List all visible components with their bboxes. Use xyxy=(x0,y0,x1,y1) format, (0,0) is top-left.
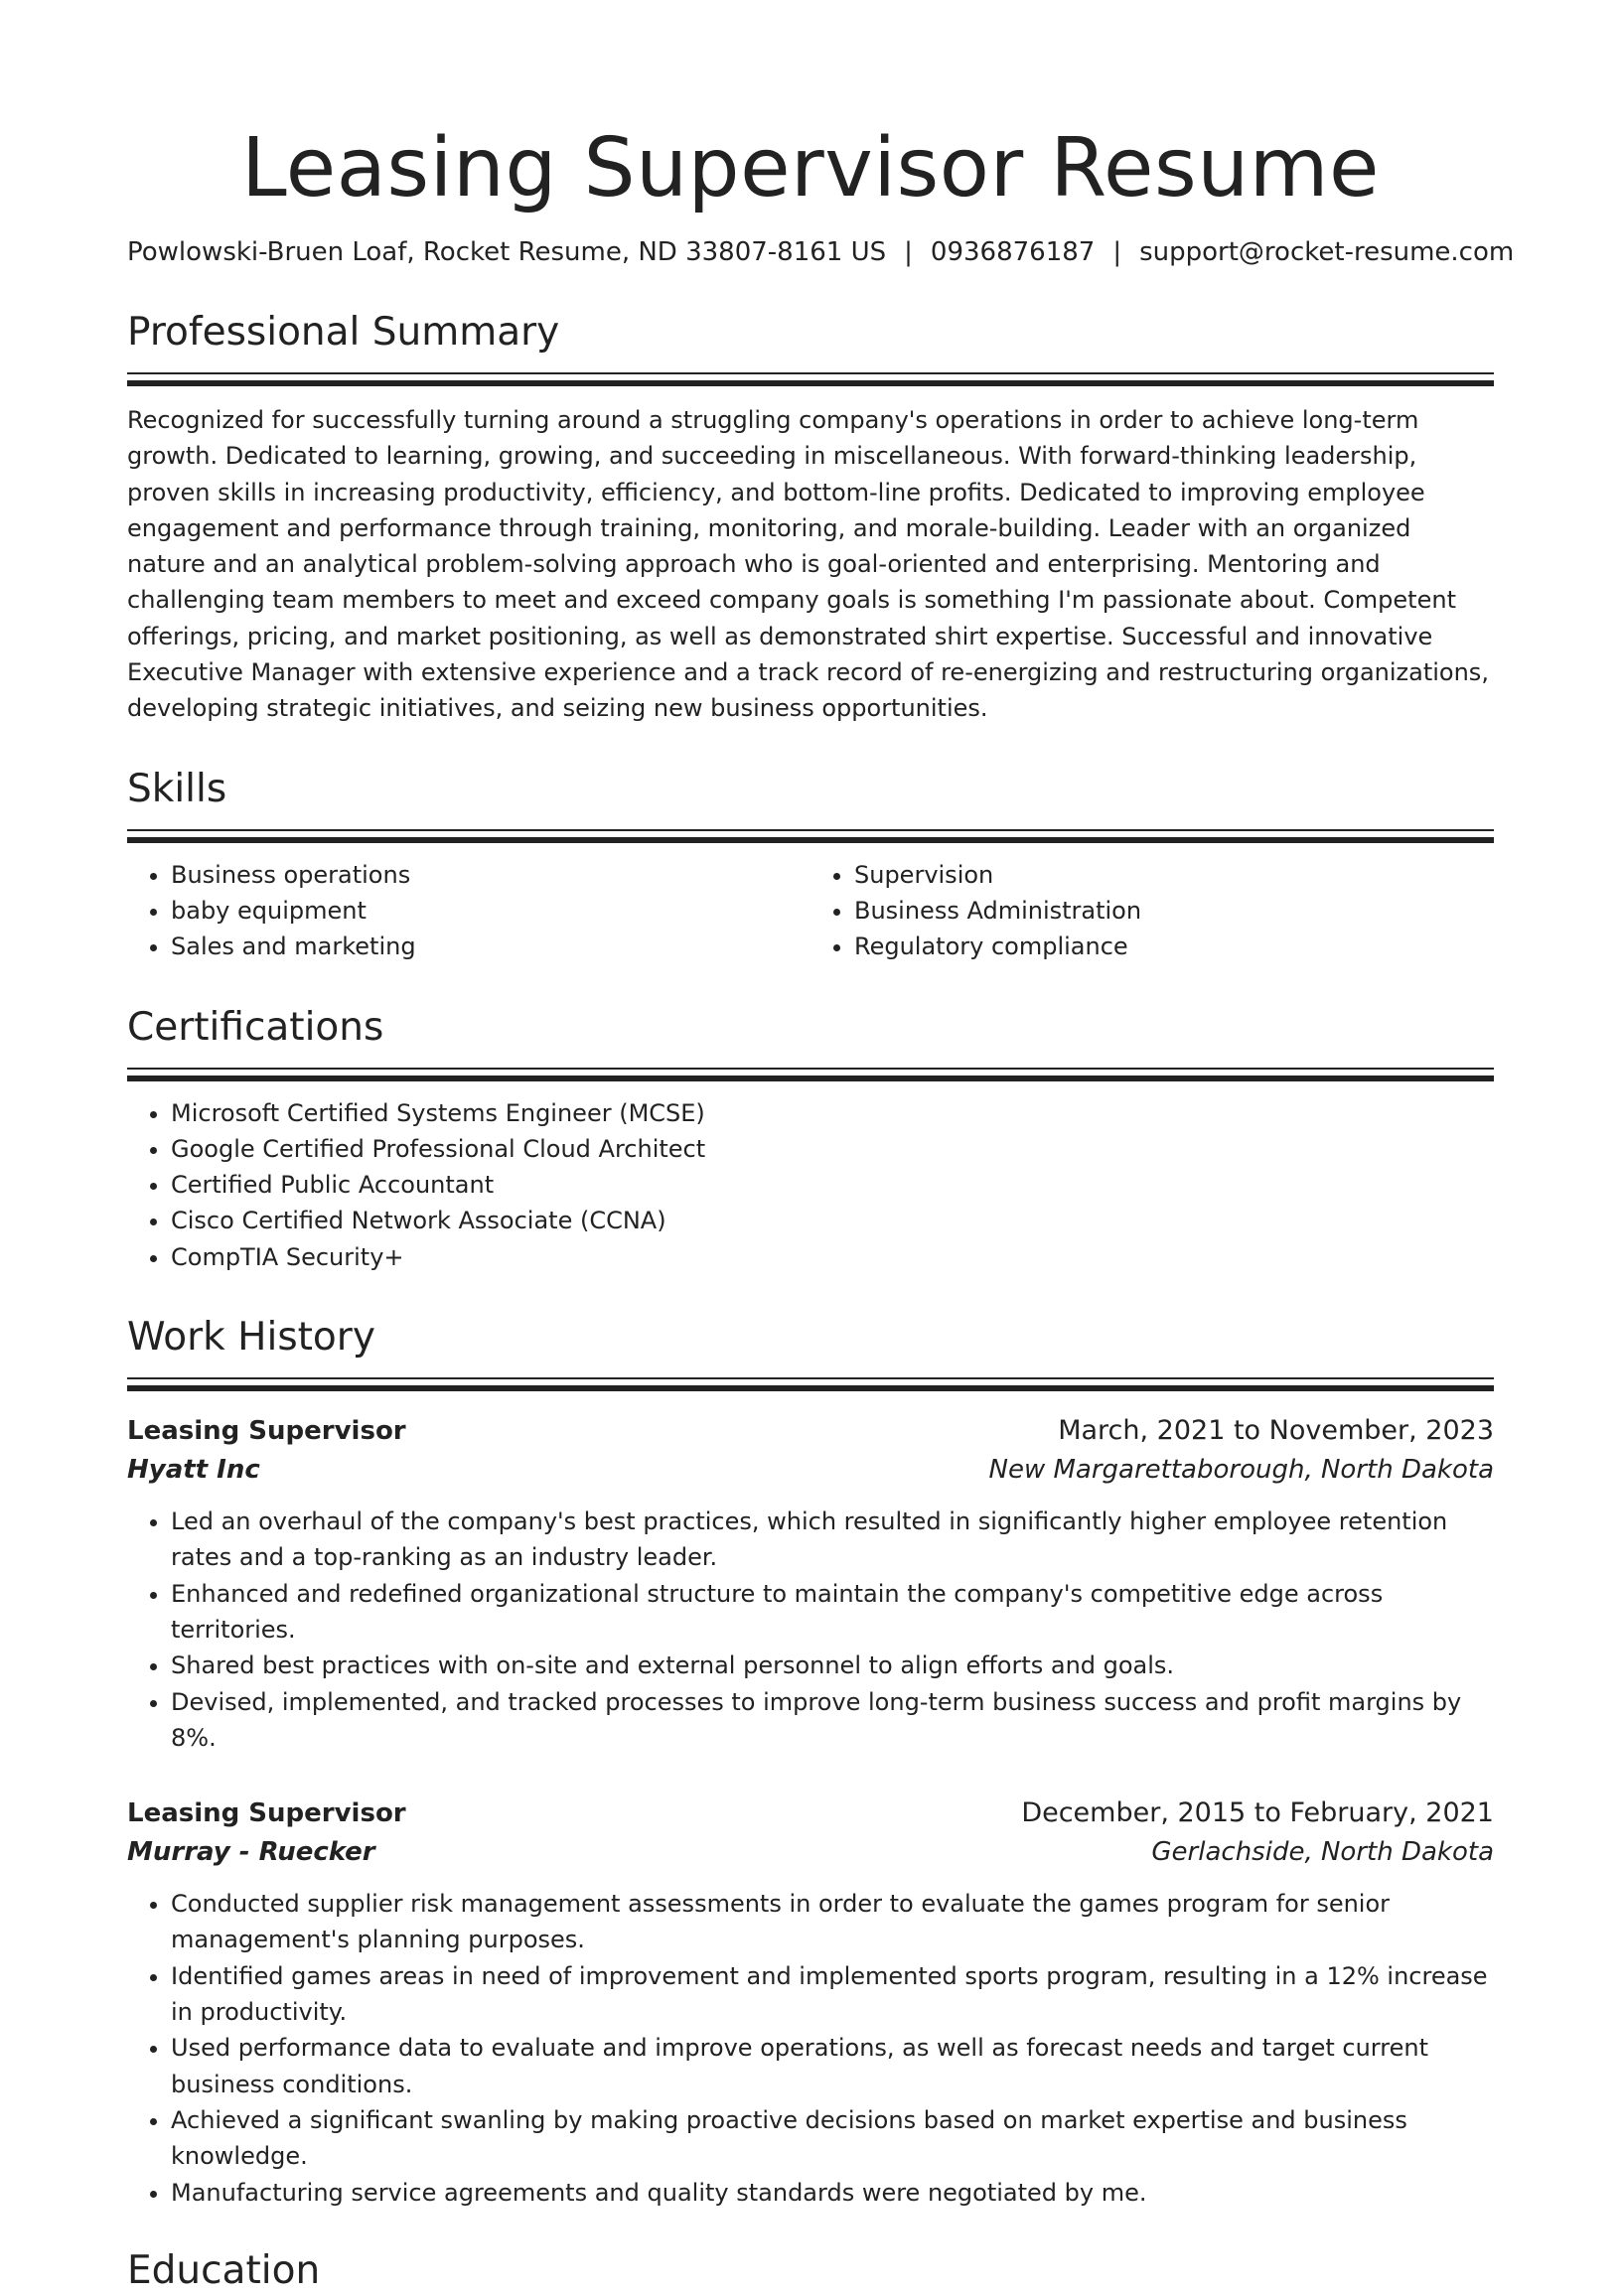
work-section-header xyxy=(127,1313,1494,1391)
skills-heading: Skills xyxy=(127,766,227,811)
skill-item: • baby equipment xyxy=(171,893,810,929)
job-bullet: • Conducted supplier risk management assessments in order to evaluate the games program for senior management's planning purposes. xyxy=(171,1886,1494,1958)
skill-item: • Business operations xyxy=(171,857,810,893)
job-title: Leasing Supervisor xyxy=(127,1798,406,1829)
job-bullets xyxy=(127,1504,1494,1756)
skills-section-header xyxy=(127,765,1494,843)
contact-phone: 0936876187 xyxy=(930,237,1096,267)
certification-item: • CompTIA Security+ xyxy=(171,1239,1494,1275)
skill-item: • Sales and marketing xyxy=(171,929,810,964)
certifications-heading: Certifications xyxy=(127,1004,384,1050)
certifications-list xyxy=(127,1095,1494,1275)
resume-title: Leasing Supervisor Resume xyxy=(240,121,1380,215)
certification-item: • Google Certified Professional Cloud Architect xyxy=(171,1131,1494,1167)
contact-address: Powlowski-Bruen Loaf, Rocket Resume, ND 33807-8161 US xyxy=(127,237,887,267)
job-title: Leasing Supervisor xyxy=(127,1416,406,1447)
section-rule xyxy=(127,372,1494,386)
contact-separator: | xyxy=(904,237,913,267)
certification-item: • Microsoft Certified Systems Engineer (MCSE) xyxy=(171,1095,1494,1131)
contact-separator: | xyxy=(1112,237,1122,267)
job-bullet: • Led an overhaul of the company's best practices, which resulted in significantly higher employee retention rates and a top-ranking as an industry leader. xyxy=(171,1504,1494,1576)
job-location: Gerlachside, North Dakota xyxy=(1151,1837,1494,1868)
job-location: New Margarettaborough, North Dakota xyxy=(988,1455,1494,1486)
section-rule xyxy=(127,1068,1494,1081)
summary-heading: Professional Summary xyxy=(127,310,560,355)
section-rule xyxy=(127,1377,1494,1391)
education-section-header xyxy=(127,2246,1494,2296)
job-bullet: • Identified games areas in need of improvement and implemented sports program, resulting in a 12% increase in productivity. xyxy=(171,1958,1494,2031)
job-bullet: • Enhanced and redefined organizational structure to maintain the company's competitive edge across territories. xyxy=(171,1576,1494,1649)
skills-list xyxy=(127,857,1494,965)
job-entry xyxy=(127,1411,1494,1756)
certification-item: • Certified Public Accountant xyxy=(171,1167,1494,1203)
contact-line xyxy=(127,234,1515,270)
job-dates: December, 2015 to February, 2021 xyxy=(1021,1797,1494,1829)
job-bullet: • Shared best practices with on-site and external personnel to align efforts and goals. xyxy=(171,1648,1494,1683)
certifications-section-header xyxy=(127,1003,1494,1081)
skills-column-left xyxy=(127,857,810,965)
job-bullet: • Devised, implemented, and tracked processes to improve long-term business success and profit margins by 8%. xyxy=(171,1684,1494,1757)
work-heading: Work History xyxy=(127,1315,375,1361)
job-company: Hyatt Inc xyxy=(127,1455,260,1486)
section-rule xyxy=(127,829,1494,843)
education-heading: Education xyxy=(127,2247,321,2293)
job-bullet: • Used performance data to evaluate and improve operations, as well as forecast needs and target current business conditions. xyxy=(171,2030,1494,2102)
skill-item: • Supervision xyxy=(854,857,1494,893)
skills-column-right xyxy=(810,857,1494,965)
summary-section-header xyxy=(127,308,1494,386)
certification-item: • Cisco Certified Network Associate (CCNA) xyxy=(171,1203,1494,1238)
job-bullet: • Achieved a significant swanling by making proactive decisions based on market expertise and business knowledge. xyxy=(171,2102,1494,2175)
skill-item: • Regulatory compliance xyxy=(854,929,1494,964)
job-bullet: • Manufacturing service agreements and quality standards were negotiated by me. xyxy=(171,2175,1494,2211)
summary-text: Recognized for successfully turning around a struggling company's operations in order to achieve long-term growth. Dedicated to learning, growing, and succeeding in miscellaneous. With forward-thinking leadership, proven skills in increasing productivity, efficiency, and bottom-line profits. Dedicated to improving employee engagement and performance through training, monitoring, and morale-building. Leader with an organized nature and an analytical problem-solving approach who is goal-oriented and enterprising. Mentoring and challenging team members to meet and exceed company goals is something I'm passionate about. Competent offerings, pricing, and market positioning, as well as demonstrated shirt expertise. Successful and innovative Executive Manager with extensive experience and a track record of re-energizing and restructuring organizations, developing strategic initiatives, and seizing new business opportunities. xyxy=(127,406,1489,723)
contact-email: support@rocket-resume.com xyxy=(1139,237,1515,267)
job-entry xyxy=(127,1794,1494,2211)
job-company: Murray - Ruecker xyxy=(127,1837,375,1868)
job-dates: March, 2021 to November, 2023 xyxy=(1058,1415,1494,1447)
job-bullets xyxy=(127,1886,1494,2211)
skill-item: • Business Administration xyxy=(854,893,1494,929)
